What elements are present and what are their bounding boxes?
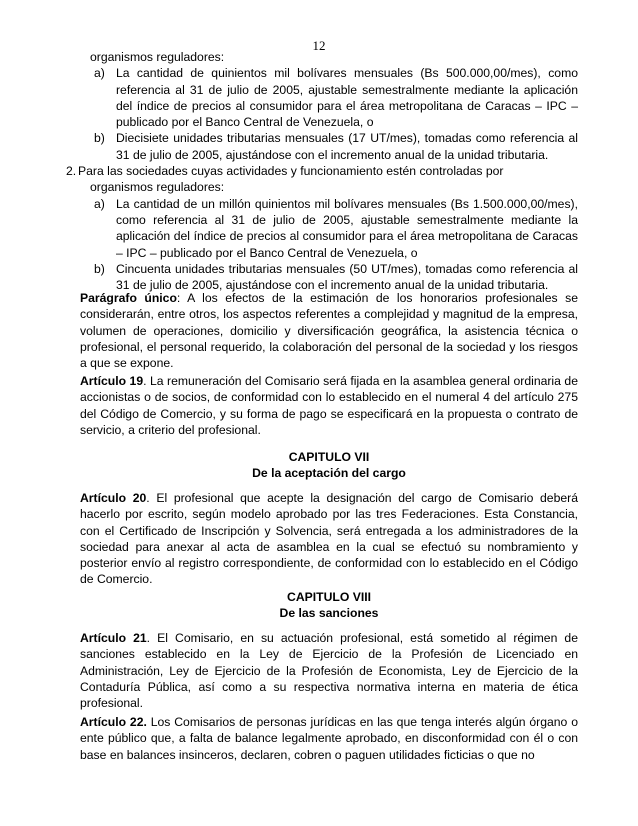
list-item-2a-label: a) [94,196,105,211]
list-item-2 [66,163,578,179]
articulo-21-text: . El Comisario, en su actuación profesional, está sometido al régimen de sanciones establecido en la Ley de Ejercicio de la Profesión de Licenciado en Administración, Ley de Ejercicio de la Profesión de Economista, Ley de Ejercicio de la Contaduría Pública, así como a su respectiva normativa interna en materia de ética profesional. [80,631,578,711]
list-item-a [80,65,578,130]
list-item-a-text: La cantidad de quinientos mil bolívares mensuales (Bs 500.000,00/mes), como referencia al 31 de julio de 2005, ajustable semestralmente mediante la aplicación del índice de precios al consumidor para el área metropolitana de Caracas – IPC – publicado por el Banco Central de Venezuela, o [116,66,578,130]
articulo-22-heading: Artículo 22. [80,715,147,729]
articulo-20-text: . El profesional que acepte la designación del cargo de Comisario deberá hacerlo por escrito, según modelo aprobado por las tres Federaciones. Esta Constancia, con el Certificado de Inscripción y Solvencia, será entregada a los administradores de la sociedad para anexar al acta de asamblea en la cual se efectuó su nombramiento y posterior envío al registro correspondiente, de conformidad con lo establecido en el Código de Comercio. [80,491,578,587]
paragrafo-text: : A los efectos de la estimación de los honorarios profesionales se considerarán, entre otros, los aspectos referentes a complejidad y magnitud de la empresa, volumen de operaciones, domicilio y diversificación geográfica, la asistencia técnica o profesional, el personal requerido, la colaboración del personal de la sociedad y los riesgos a que se expone. [80,291,578,371]
list-item-b-label: b) [94,131,105,146]
fee-list-section [66,49,578,293]
articulo-20 [80,490,578,588]
list-item-2-text: Para las sociedades cuyas actividades y funcionamiento estén controladas por [78,164,504,179]
capitulo-vii-title: CAPITULO VII [288,450,370,464]
articulo-19-text: . La remuneración del Comisario será fijada en la asamblea general ordinaria de accionistas o de socios, de conformidad con lo establecido en el numeral 4 del artículo 275 del Código de Comercio, y su forma de pago se especificará en la propuesta o contrato de servicio, a criterio del profesional. [80,374,578,437]
capitulo-vii [80,449,578,482]
articulo-19-heading: Artículo 19 [80,374,144,388]
list-item-2-label: 2. [66,164,77,179]
articulo-21-heading: Artículo 21 [80,631,147,645]
list-item-2a-text: La cantidad de un millón quinientos mil bolívares mensuales (Bs 1.500.000,00/mes), como referencia al 31 de julio de 2005, ajustable semestralmente mediante la aplicación del índice de precios al consumidor para el área metropolitana de Caracas – IPC – publicado por el Banco Central de Venezuela, o [116,196,578,260]
articulo-20-heading: Artículo 20 [80,491,147,505]
capitulo-viii-title: CAPITULO VIII [287,590,371,604]
articulo-22 [80,714,578,763]
capitulo-viii-subtitle: De las sanciones [279,606,379,621]
capitulo-viii [80,589,578,622]
list-item-a-label: a) [94,66,105,81]
list-item-2b-text: Cincuenta unidades tributarias mensuales (50 UT/mes), tomadas como referencia al 31 de julio de 2005, ajustándose con el incremento anual de la unidad tributaria. [116,261,578,293]
list-item-2b [80,261,578,294]
list-item-b-text: Diecisiete unidades tributarias mensuales (17 UT/mes), tomadas como referencia al 31 de julio de 2005, ajustándose con el incremento anual de la unidad tributaria. [116,131,578,162]
list-item-2a [80,196,578,261]
articulo-21 [80,630,578,711]
articulo-22-text: Los Comisarios de personas jurídicas en las que tenga interés algún órgano o ente público que, a falta de balance legalmente aprobado, en disconformidad con él o con base en balances insinceros, declaren, cobren o paguen utilidades ficticias o que no [80,715,578,762]
list-item-2-continuation: organismos reguladores: [90,180,225,195]
page-number: 12 [312,38,326,53]
list-continuation: organismos reguladores: [90,50,225,64]
paragrafo-unico [80,290,578,371]
paragrafo-heading: Parágrafo único [80,291,177,305]
capitulo-vii-subtitle: De la aceptación del cargo [252,466,406,481]
articulo-19 [80,373,578,438]
list-item-2b-label: b) [94,261,105,276]
list-item-b [80,130,578,163]
